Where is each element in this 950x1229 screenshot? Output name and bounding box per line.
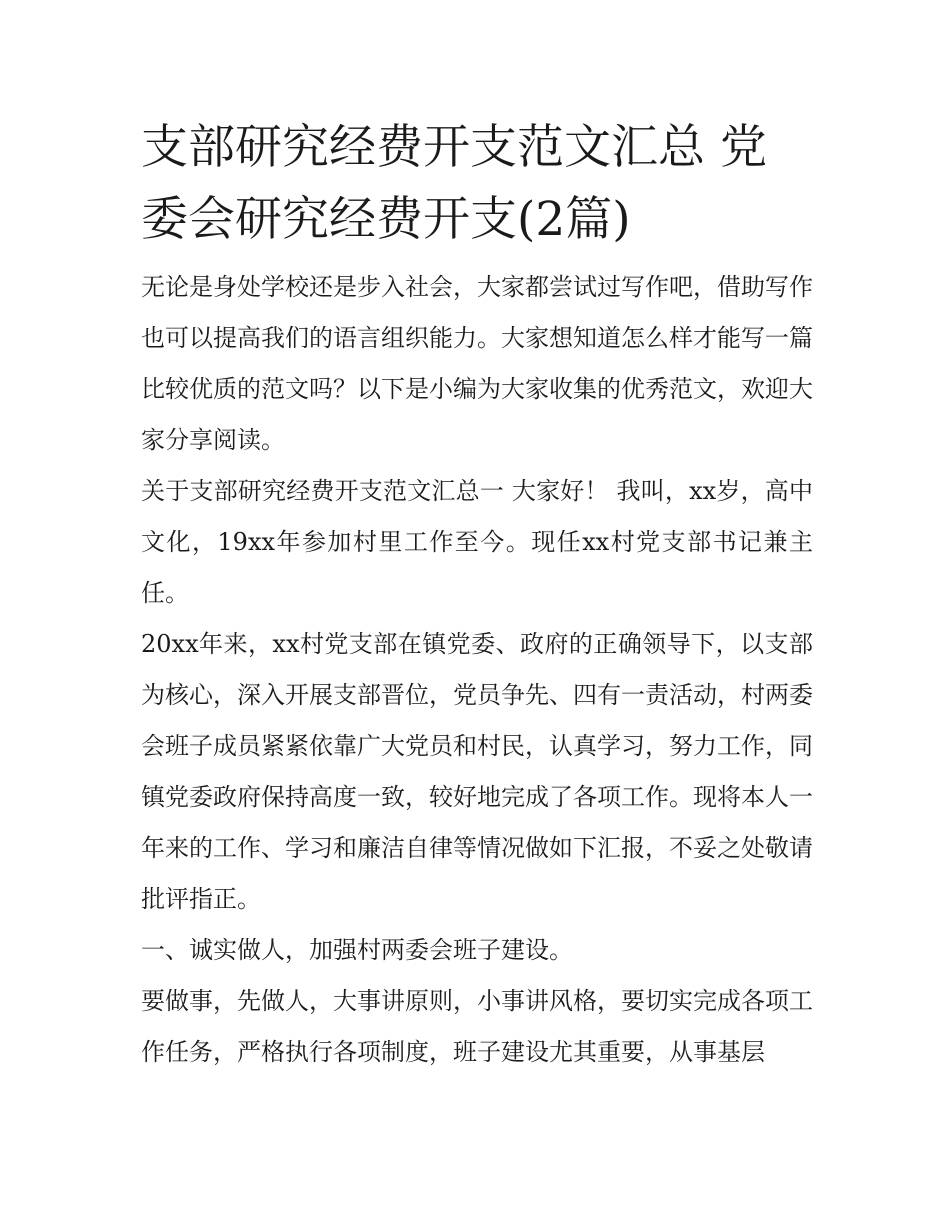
- paragraph-year-summary: 20xx年来，xx村党支部在镇党委、政府的正确领导下，以支部为核心，深入开展支部晋位，党员争先、四有一责活动，村两委会班子成员紧紧依靠广大党员和村民，认真学习，努力工作，同镇党委政府保持高度一致，较好地完成了各项工作。现将本人一年来的工作、学习和廉洁自律等情况做如下汇报，不妥之处敬请批评指正。: [141, 630, 813, 913]
- paragraph-self-introduction: 关于支部研究经费开支范文汇总一 大家好！ 我叫，xx岁，高中文化，19xx年参加村里工作至今。现任xx村党支部书记兼主任。: [141, 477, 813, 607]
- document-title: 支部研究经费开支范文汇总 党委会研究经费开支(2篇): [141, 120, 767, 247]
- section-heading-1: 一、诚实做人，加强村两委会班子建设。: [141, 936, 573, 964]
- paragraph-intro: 无论是身处学校还是步入社会，大家都尝试过写作吧，借助写作也可以提高我们的语言组织能力。大家想知道怎么样才能写一篇比较优质的范文吗？以下是小编为大家收集的优秀范文，欢迎大家分享阅读。: [141, 273, 813, 454]
- paragraph-section-1: 要做事，先做人，大事讲原则，小事讲风格，要切实完成各项工作任务，严格执行各项制度，班子建设尤其重要，从事基层: [141, 987, 813, 1066]
- document-body: [141, 112, 813, 1078]
